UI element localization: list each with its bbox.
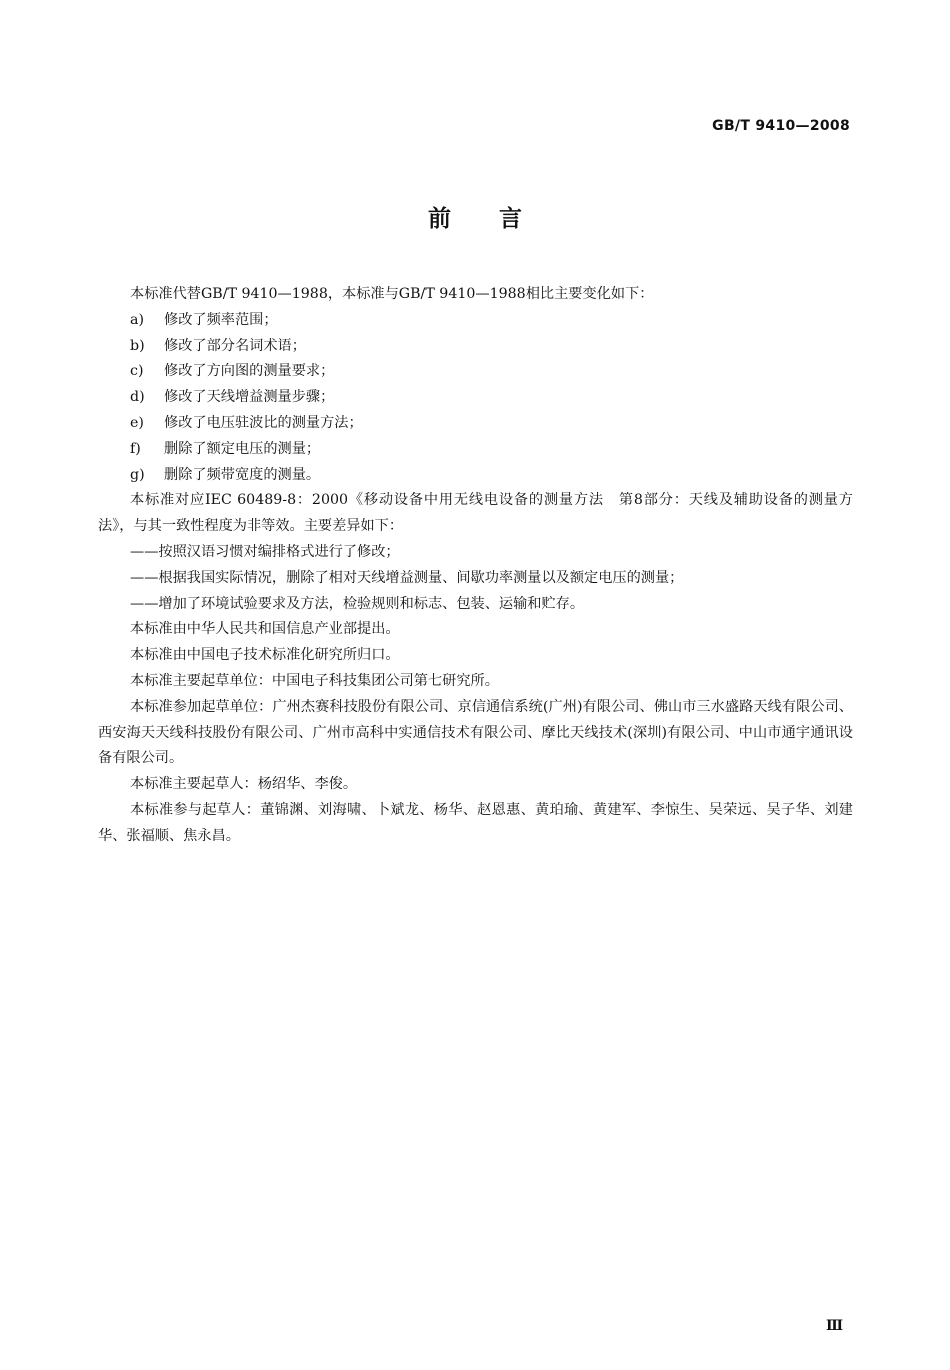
managed-by-paragraph: 本标准由中国电子技术标准化研究所归口。 (130, 647, 400, 664)
list-item (98, 334, 853, 360)
list-item (98, 437, 853, 463)
difference-item: ——按照汉语习惯对编排格式进行了修改； (130, 543, 400, 560)
item-text: 修改了部分名词术语； (164, 337, 306, 354)
list-item (98, 308, 853, 334)
item-tag: g) (130, 466, 145, 483)
item-tag: f) (130, 440, 141, 457)
item-tag: c) (130, 363, 144, 380)
list-item (98, 385, 853, 411)
proposed-by-paragraph: 本标准由中华人民共和国信息产业部提出。 (130, 621, 400, 638)
item-text: 修改了天线增益测量步骤； (164, 389, 335, 406)
differences-list (98, 540, 853, 617)
standard-code: GB/T 9410—2008 (712, 118, 850, 134)
participating-drafters-paragraph: 本标准参与起草人：董锦渊、刘海啸、卜斌龙、杨华、赵恩惠、黄珀瑜、黄建军、李惊生、吴荣远、吴子华、刘建华、张福顺、焦永昌。 (98, 801, 853, 844)
item-tag: e) (130, 414, 144, 431)
document-body (98, 282, 853, 850)
page-number: Ⅲ (825, 1318, 843, 1334)
item-text: 修改了电压驻波比的测量方法； (164, 414, 363, 431)
intro-paragraph: 本标准代替GB/T 9410—1988，本标准与GB/T 9410—1988相比主要变化如下： (130, 286, 654, 302)
item-text: 修改了方向图的测量要求； (164, 363, 335, 380)
item-tag: a) (130, 311, 144, 328)
correspondence-paragraph: 本标准对应IEC 60489-8：2000《移动设备中用无线电设备的测量方法 第8部分：天线及辅助设备的测量方法》，与其一致性程度为非等效。主要差异如下： (98, 492, 853, 535)
list-item (98, 411, 853, 437)
main-drafters-paragraph: 本标准主要起草人：杨绍华、李俊。 (130, 776, 358, 793)
item-tag: b) (130, 337, 145, 354)
difference-item: ——增加了环境试验要求及方法，检验规则和标志、包装、运输和贮存。 (130, 595, 585, 612)
item-tag: d) (130, 389, 145, 406)
changes-list (98, 308, 853, 489)
item-text: 删除了频带宽度的测量。 (164, 466, 321, 483)
list-item (98, 359, 853, 385)
page-title: 前言 (428, 206, 570, 232)
item-text: 删除了额定电压的测量； (164, 440, 321, 457)
list-item (98, 463, 853, 489)
item-text: 修改了频率范围； (164, 311, 278, 328)
main-drafting-unit-paragraph: 本标准主要起草单位：中国电子科技集团公司第七研究所。 (130, 672, 499, 689)
difference-item: ——根据我国实际情况，删除了相对天线增益测量、间歇功率测量以及额定电压的测量； (130, 569, 684, 586)
participating-units-paragraph: 本标准参加起草单位：广州杰赛科技股份有限公司、京信通信系统(广州)有限公司、佛山市三水盛路天线有限公司、西安海天天线科技股份有限公司、广州市高科中实通信技术有限公司、摩比天线技术(深圳)有限公司、中山市通宇通讯设备有限公司。 (98, 698, 853, 767)
